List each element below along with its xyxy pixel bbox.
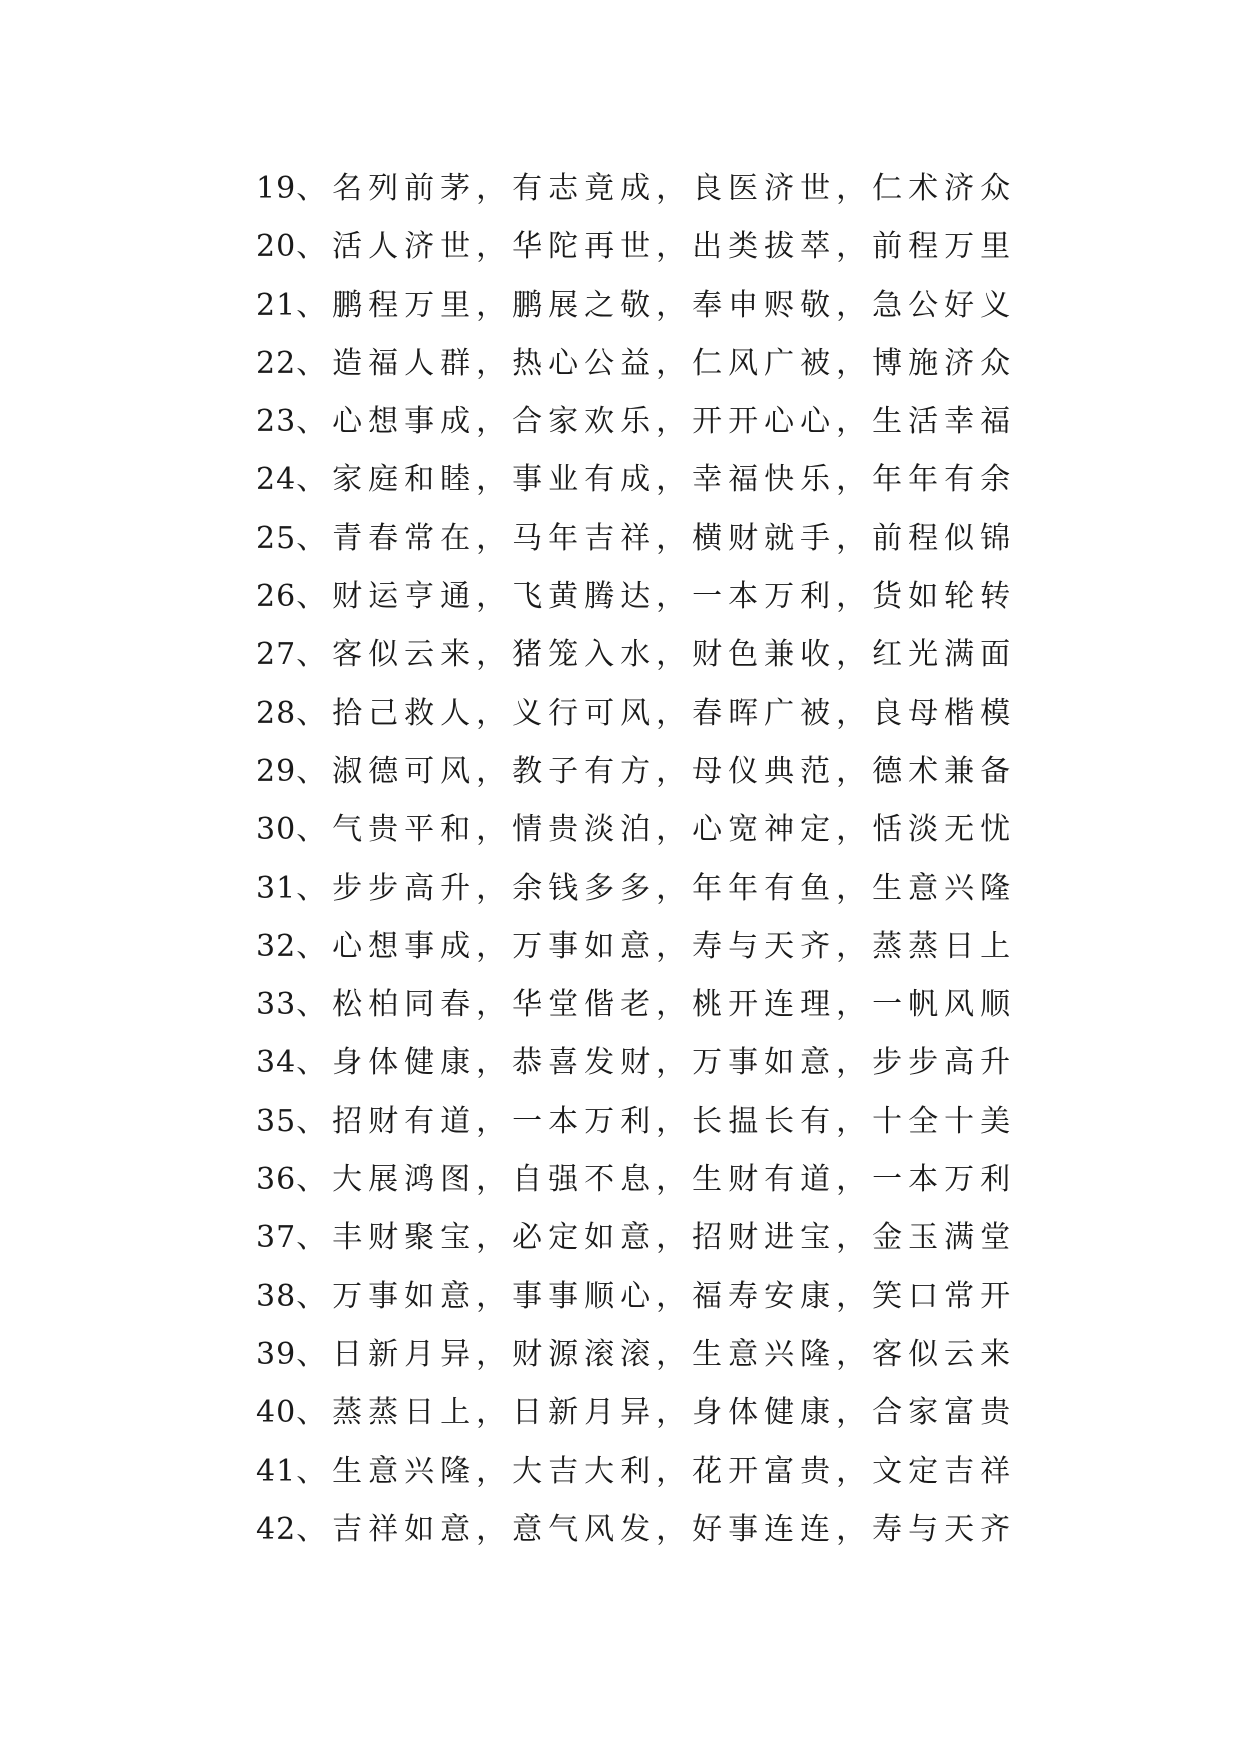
line-number: 27 bbox=[256, 637, 297, 673]
line-number: 25 bbox=[256, 520, 297, 556]
line-text: 、活人济世，华陀再世，出类拔萃，前程万里 bbox=[296, 229, 1017, 265]
phrase-line bbox=[256, 976, 1056, 1034]
phrase-line bbox=[256, 510, 1056, 568]
line-number: 39 bbox=[256, 1336, 297, 1372]
line-text: 、万事如意，事事顺心，福寿安康，笑口常开 bbox=[296, 1278, 1017, 1314]
phrase-line bbox=[256, 685, 1056, 743]
phrase-line bbox=[256, 160, 1056, 218]
line-text: 、家庭和睦，事业有成，幸福快乐，年年有余 bbox=[296, 462, 1017, 498]
phrase-line bbox=[256, 393, 1056, 451]
phrase-line bbox=[256, 1384, 1056, 1442]
line-number: 42 bbox=[256, 1511, 297, 1547]
phrase-line bbox=[256, 1034, 1056, 1092]
line-number: 23 bbox=[256, 404, 297, 440]
line-number: 28 bbox=[256, 695, 297, 731]
line-text: 、气贵平和，情贵淡泊，心宽神定，恬淡无忧 bbox=[296, 812, 1017, 848]
line-number: 26 bbox=[256, 579, 297, 615]
line-text: 、财运亨通，飞黄腾达，一本万利，货如轮转 bbox=[296, 579, 1017, 615]
line-number: 40 bbox=[256, 1395, 297, 1431]
line-text: 、身体健康，恭喜发财，万事如意，步步高升 bbox=[296, 1045, 1017, 1081]
line-text: 、吉祥如意，意气风发，好事连连，寿与天齐 bbox=[296, 1511, 1017, 1547]
line-number: 35 bbox=[256, 1103, 297, 1139]
line-text: 、客似云来，猪笼入水，财色兼收，红光满面 bbox=[296, 637, 1017, 673]
phrase-line bbox=[256, 918, 1056, 976]
line-number: 22 bbox=[256, 345, 297, 381]
phrase-line bbox=[256, 451, 1056, 509]
line-text: 、蒸蒸日上，日新月异，身体健康，合家富贵 bbox=[296, 1395, 1017, 1431]
phrase-line bbox=[256, 1093, 1056, 1151]
phrase-line bbox=[256, 743, 1056, 801]
line-number: 41 bbox=[256, 1453, 297, 1489]
phrase-line bbox=[256, 335, 1056, 393]
line-text: 、日新月异，财源滚滚，生意兴隆，客似云来 bbox=[296, 1336, 1017, 1372]
line-number: 20 bbox=[256, 229, 297, 265]
line-text: 、松柏同春，华堂偕老，桃开连理，一帆风顺 bbox=[296, 987, 1017, 1023]
line-text: 、生意兴隆，大吉大利，花开富贵，文定吉祥 bbox=[296, 1453, 1017, 1489]
phrase-line bbox=[256, 1326, 1056, 1384]
line-number: 19 bbox=[256, 171, 297, 206]
line-number: 24 bbox=[256, 462, 297, 498]
line-number: 36 bbox=[256, 1162, 297, 1198]
line-text: 、招财有道，一本万利，长揾长有，十全十美 bbox=[296, 1103, 1017, 1139]
line-text: 、心想事成，万事如意，寿与天齐，蒸蒸日上 bbox=[296, 928, 1017, 964]
line-number: 29 bbox=[256, 753, 297, 789]
phrase-line bbox=[256, 860, 1056, 918]
phrase-line bbox=[256, 626, 1056, 684]
line-number: 37 bbox=[256, 1220, 297, 1256]
line-number: 38 bbox=[256, 1278, 297, 1314]
line-number: 34 bbox=[256, 1045, 297, 1081]
phrase-line bbox=[256, 1268, 1056, 1326]
line-text: 、丰财聚宝，必定如意，招财进宝，金玉满堂 bbox=[296, 1220, 1017, 1256]
line-number: 21 bbox=[256, 287, 297, 323]
line-text: 、鹏程万里，鹏展之敬，奉申赆敬，急公好义 bbox=[296, 287, 1017, 323]
line-text: 、心想事成，合家欢乐，开开心心，生活幸福 bbox=[296, 404, 1017, 440]
line-text: 、造福人群，热心公益，仁风广被，博施济众 bbox=[296, 345, 1017, 381]
line-number: 31 bbox=[256, 870, 297, 906]
line-text: 、大展鸿图，自强不息，生财有道，一本万利 bbox=[296, 1162, 1017, 1198]
line-number: 32 bbox=[256, 928, 297, 964]
phrase-line bbox=[256, 1443, 1056, 1501]
phrase-line bbox=[256, 277, 1056, 335]
phrase-line bbox=[256, 1209, 1056, 1267]
line-number: 33 bbox=[256, 987, 297, 1023]
line-text: 、青春常在，马年吉祥，横财就手，前程似锦 bbox=[296, 520, 1017, 556]
phrase-list bbox=[256, 160, 1056, 1559]
phrase-line bbox=[256, 218, 1056, 276]
line-text: 、拾己救人，义行可风，春晖广被，良母楷模 bbox=[296, 695, 1017, 731]
phrase-line bbox=[256, 1151, 1056, 1209]
phrase-line bbox=[256, 568, 1056, 626]
phrase-line bbox=[256, 1501, 1056, 1559]
line-number: 30 bbox=[256, 812, 297, 848]
line-text: 、名列前茅，有志竟成，良医济世，仁术济众 bbox=[296, 171, 1017, 206]
phrase-line bbox=[256, 801, 1056, 859]
line-text: 、步步高升，余钱多多，年年有鱼，生意兴隆 bbox=[296, 870, 1017, 906]
line-text: 、淑德可风，教子有方，母仪典范，德术兼备 bbox=[296, 753, 1017, 789]
